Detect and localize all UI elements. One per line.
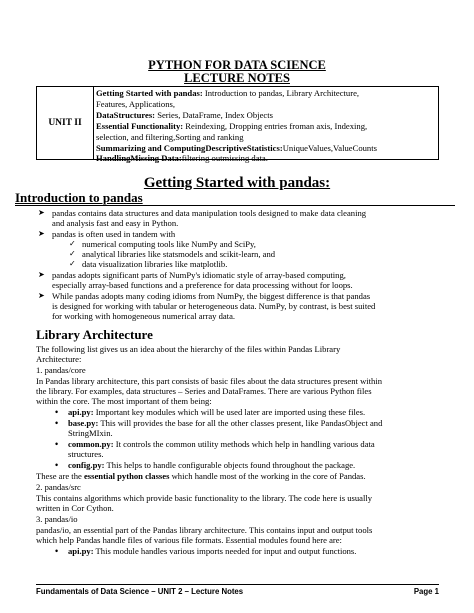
check-item-text: numerical computing tools like NumPy and SciPy,: [82, 239, 256, 249]
unit-topic-row: [96, 88, 438, 99]
core-item: [68, 439, 375, 449]
bullet-dot-icon: •: [55, 460, 59, 470]
section-heading-library: Library Architecture: [36, 327, 153, 342]
bullet-text: and analysis fast and easy in Python.: [52, 218, 179, 228]
core-item-desc: This will provides the base for all the other classes present, like PandasObject and: [98, 418, 383, 428]
footer-left: Fundamentals of Data Science – UNIT 2 – Lecture Notes: [36, 587, 244, 596]
core-item: [68, 407, 365, 417]
essential-classes-line: [36, 471, 366, 481]
bullet-text: pandas contains data structures and data manipulation tools designed to make data cleaning: [52, 208, 367, 218]
arrow-bullet-icon: ➤: [38, 270, 45, 279]
bullet-dot-icon: •: [55, 418, 59, 428]
core-item-name: api.py:: [68, 407, 94, 417]
core-item: [68, 449, 104, 459]
unit-topic-row: [96, 153, 438, 164]
check-item-text: analytical libraries like statsmodels and scikit-learn, and: [82, 249, 276, 259]
paragraph-line: the library. For examples, data structures – Series and DataFrames. There are various Python files: [36, 386, 372, 396]
paragraph-line: which help Pandas handle files of various file formats. Essential modules found here are:: [36, 535, 342, 545]
paragraph-line: The following list gives us an idea about the hierarchy of the files within Pandas Library: [36, 344, 341, 354]
checkmark-icon: ✓: [69, 239, 76, 248]
subsection-label: 1. pandas/core: [36, 365, 86, 375]
subsection-label: 3. pandas/io: [36, 514, 78, 524]
topic-heading: Getting Started with pandas:: [96, 88, 203, 98]
checkmark-icon: ✓: [69, 259, 76, 268]
io-item-name: api.py:: [68, 546, 94, 556]
bullet-text: especially array-based functions and a preference for data processing without for loops.: [52, 280, 353, 290]
paragraph-line: This contains algorithms which provide basic functionality to the library. The code here is usually: [36, 493, 373, 503]
core-item: [68, 428, 113, 438]
check-item-text: data visualization libraries like matplotlib.: [82, 259, 228, 269]
paragraph-line: Architecture:: [36, 354, 82, 364]
unit-syllabus-table: [36, 86, 439, 164]
section-divider: [15, 205, 455, 206]
bullet-text: While pandas adopts many coding idioms from NumPy, the biggest difference is that pandas: [52, 291, 371, 301]
topic-text: Reindexing, Dropping entries froman axis, Indexing,: [183, 120, 368, 131]
topic-heading: Essential Functionality:: [96, 120, 184, 131]
unit-topic-row: [96, 99, 438, 110]
topic-heading: HandlingMissing Data:: [96, 153, 182, 164]
core-item-desc: It controls the common utility methods which help in handling various data: [113, 439, 375, 449]
core-item-name: common.py:: [68, 439, 114, 449]
footer-divider: [36, 584, 439, 585]
core-item: [68, 460, 355, 470]
bullet-text: is designed for working with tabular or heterogeneous data. NumPy, by contrast, is best suited: [52, 301, 376, 311]
io-item-desc: This module handles various imports needed for input and output functions.: [93, 546, 357, 556]
paragraph-line: pandas/io, an essential part of the Pandas library architecture. This contains input and output tools: [36, 525, 373, 535]
unit-topic-row: [96, 110, 438, 121]
document-subtitle: LECTURE NOTES: [184, 71, 290, 85]
core-item-desc: Important key modules which will be used later are imported using these files.: [93, 407, 366, 417]
essential-bold: essential python classes: [83, 471, 170, 481]
bullet-text: for working with homogeneous numerical array data.: [52, 311, 236, 321]
unit-topics: [96, 88, 438, 164]
paragraph-line: written in Cor Cython.: [36, 503, 114, 513]
bullet-dot-icon: •: [55, 439, 59, 449]
bullet-dot-icon: •: [55, 546, 59, 556]
core-item: [68, 418, 382, 428]
section-heading-intro: Introduction to pandas: [15, 190, 143, 205]
io-item: [68, 546, 356, 556]
checkmark-icon: ✓: [69, 249, 76, 258]
bullet-text: pandas is often used in tandem with: [52, 229, 176, 239]
topic-text: filtering outmissing data.: [181, 153, 268, 164]
arrow-bullet-icon: ➤: [38, 291, 45, 300]
main-heading: Getting Started with pandas:: [143, 175, 331, 191]
topic-text: selection, and filtering,Sorting and ranking: [96, 131, 244, 142]
topic-text: Introduction to pandas, Library Architecture,: [202, 88, 360, 98]
arrow-bullet-icon: ➤: [38, 229, 45, 238]
bullet-dot-icon: •: [55, 407, 59, 417]
paragraph-line: within the core. The most important of them being:: [36, 396, 212, 406]
topic-heading: Summarizing and ComputingDescriptiveStatistics:: [96, 142, 283, 153]
unit-topic-row: [96, 143, 438, 154]
unit-topic-row: [96, 132, 438, 143]
topic-text: Series, DataFrame, Index Objects: [155, 109, 273, 120]
core-item-desc: This helps to handle configurable objects found throughout the package.: [104, 460, 356, 470]
essential-pre: These are the: [36, 471, 84, 481]
topic-text: UniqueValues,ValueCounts: [282, 142, 377, 153]
core-item-name: base.py:: [68, 418, 99, 428]
unit-label: UNIT II: [37, 87, 94, 159]
core-item-desc: structures.: [68, 449, 104, 459]
unit-topic-row: [96, 121, 438, 132]
topic-heading: DataStructures:: [96, 109, 156, 120]
core-item-name: config.py:: [68, 460, 105, 470]
bullet-text: pandas adopts significant parts of NumPy's idiomatic style of array-based computing,: [52, 270, 346, 280]
footer-page-number: Page 1: [413, 587, 439, 596]
subsection-label: 2. pandas/src: [36, 482, 81, 492]
core-item-desc: StringMIxin.: [68, 428, 113, 438]
document-title: PYTHON FOR DATA SCIENCE: [148, 58, 326, 72]
paragraph-line: In Pandas library architecture, this part consists of basic files about the data structures present within: [36, 376, 383, 386]
arrow-bullet-icon: ➤: [38, 208, 45, 217]
essential-post: which handle most of the working in the core of Pandas.: [169, 471, 366, 481]
topic-text: Features, Applications,: [96, 98, 176, 109]
